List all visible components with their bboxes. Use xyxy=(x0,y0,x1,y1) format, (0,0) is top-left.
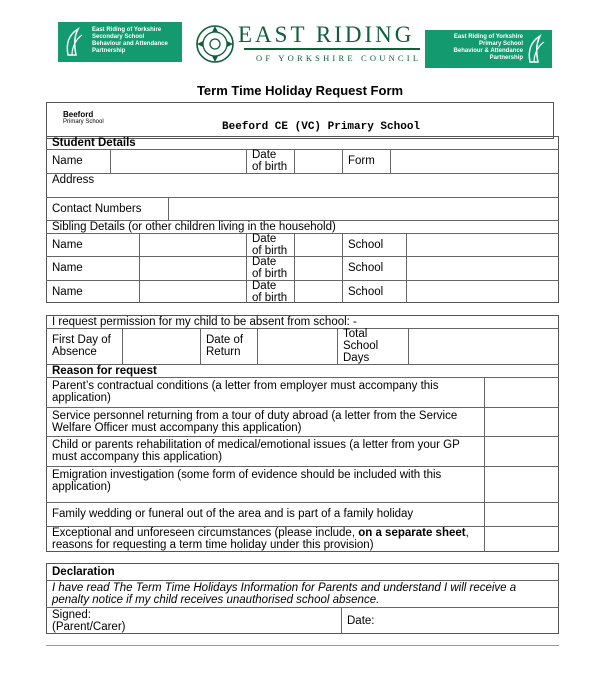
badge-line: Secondary School xyxy=(92,34,145,40)
student-details-heading: Student Details xyxy=(52,137,136,149)
address-label: Address xyxy=(52,174,95,186)
council-rose-icon xyxy=(195,24,235,64)
school-logo xyxy=(63,110,113,130)
return-date-field[interactable] xyxy=(258,329,337,364)
school-logo-sub: Primary School xyxy=(63,119,104,125)
reason-text-part: Exceptional and unforeseen circumstances (please include, xyxy=(52,527,359,539)
reason-checkbox[interactable] xyxy=(485,408,558,436)
dob-field[interactable] xyxy=(295,150,342,173)
school-name: Beeford CE (VC) Primary School xyxy=(222,121,421,133)
badge-line: Behaviour and Attendance xyxy=(92,41,168,47)
sibling-dob-label: Date of birth xyxy=(252,256,288,280)
absence-intro: I request permission for my child to be absent from school: - xyxy=(52,315,357,328)
reason-text: Parent’s contractual conditions (a letter from employer must accompany this application) xyxy=(52,380,439,404)
date-field[interactable] xyxy=(400,608,558,634)
sibling-name-label: Name xyxy=(52,262,83,274)
sibling-dob-label: Date of birth xyxy=(252,279,288,304)
form-label: Form xyxy=(348,155,375,167)
address-field[interactable] xyxy=(120,174,558,197)
signed-label: Signed: (Parent/Carer) xyxy=(52,608,126,633)
badge-line: Primary School xyxy=(478,41,523,47)
badge-line: East Riding of Yorkshire xyxy=(92,27,162,33)
name-label: Name xyxy=(52,155,83,167)
form-title: Term Time Holiday Request Form xyxy=(196,83,404,98)
first-day-label: First Day of Absence xyxy=(52,334,111,358)
sibling-school-label: School xyxy=(348,285,384,298)
reason-checkbox[interactable] xyxy=(485,437,558,466)
reason-checkbox[interactable] xyxy=(485,503,558,526)
sibling-name-label: Name xyxy=(52,285,83,298)
reason-checkbox[interactable] xyxy=(485,378,558,407)
form-field[interactable] xyxy=(391,150,558,173)
name-field[interactable] xyxy=(111,150,246,173)
footer-divider xyxy=(46,645,559,646)
reason-text: Child or parents rehabilitation of medical/emotional issues (a letter from your GP must accompany this application) xyxy=(52,439,460,463)
council-name: EAST RIDING xyxy=(238,22,415,47)
first-day-field[interactable] xyxy=(123,329,200,364)
reason-text: Emigration investigation (some form of evidence should be included with this application) xyxy=(52,469,442,493)
date-label: Date: xyxy=(347,614,375,627)
sibling-school-label: School xyxy=(348,262,384,274)
signature-field[interactable] xyxy=(160,608,340,634)
siblings-heading: Sibling Details (or other children living in the household) xyxy=(52,220,336,233)
dob-label: Date of birth xyxy=(252,149,288,173)
reason-text: Service personnel returning from a tour of duty abroad (a letter from the Service Welfare Officer must accompany this application) xyxy=(52,409,458,434)
reason-text-exceptional xyxy=(46,526,484,552)
primary-partnership-logo xyxy=(425,30,552,68)
total-days-label: Total School Days xyxy=(343,328,379,364)
contact-numbers-label: Contact Numbers xyxy=(52,202,142,215)
badge-line: Partnership xyxy=(92,48,126,54)
badge-line: Behaviour & Attendance xyxy=(453,48,523,54)
contact-numbers-field[interactable] xyxy=(169,198,558,220)
declaration-text: I have read The Term Time Holidays Information for Parents and understand I will receive a penalty notice if my child receives unauthorised school absence. xyxy=(52,581,517,606)
reason-checkbox[interactable] xyxy=(485,527,558,551)
divider xyxy=(244,48,420,50)
reason-text: Family wedding or funeral out of the area and is part of a family holiday xyxy=(52,508,414,520)
return-date-label: Date of Return xyxy=(206,334,244,358)
reason-heading: Reason for request xyxy=(52,364,157,377)
sibling-school-label: School xyxy=(348,238,384,251)
declaration-heading: Declaration xyxy=(52,565,115,578)
leaf-icon xyxy=(526,34,548,64)
school-logo-text: Beeford xyxy=(63,110,94,119)
badge-line: East Riding of Yorkshire xyxy=(453,34,523,40)
sibling-dob-label: Date of birth xyxy=(252,232,288,257)
sibling-name-label: Name xyxy=(52,238,83,251)
badge-line: Partnership xyxy=(489,55,523,61)
secondary-partnership-logo xyxy=(58,22,182,62)
reason-text-part: , reasons for requesting a term time holiday under this provision) xyxy=(52,527,469,551)
council-subtitle: OF YORKSHIRE COUNCIL xyxy=(256,53,422,63)
total-days-field[interactable] xyxy=(409,329,558,364)
reason-text-emphasis: on a separate sheet xyxy=(358,527,466,539)
reason-checkbox[interactable] xyxy=(485,467,558,502)
leaf-icon xyxy=(64,27,86,57)
